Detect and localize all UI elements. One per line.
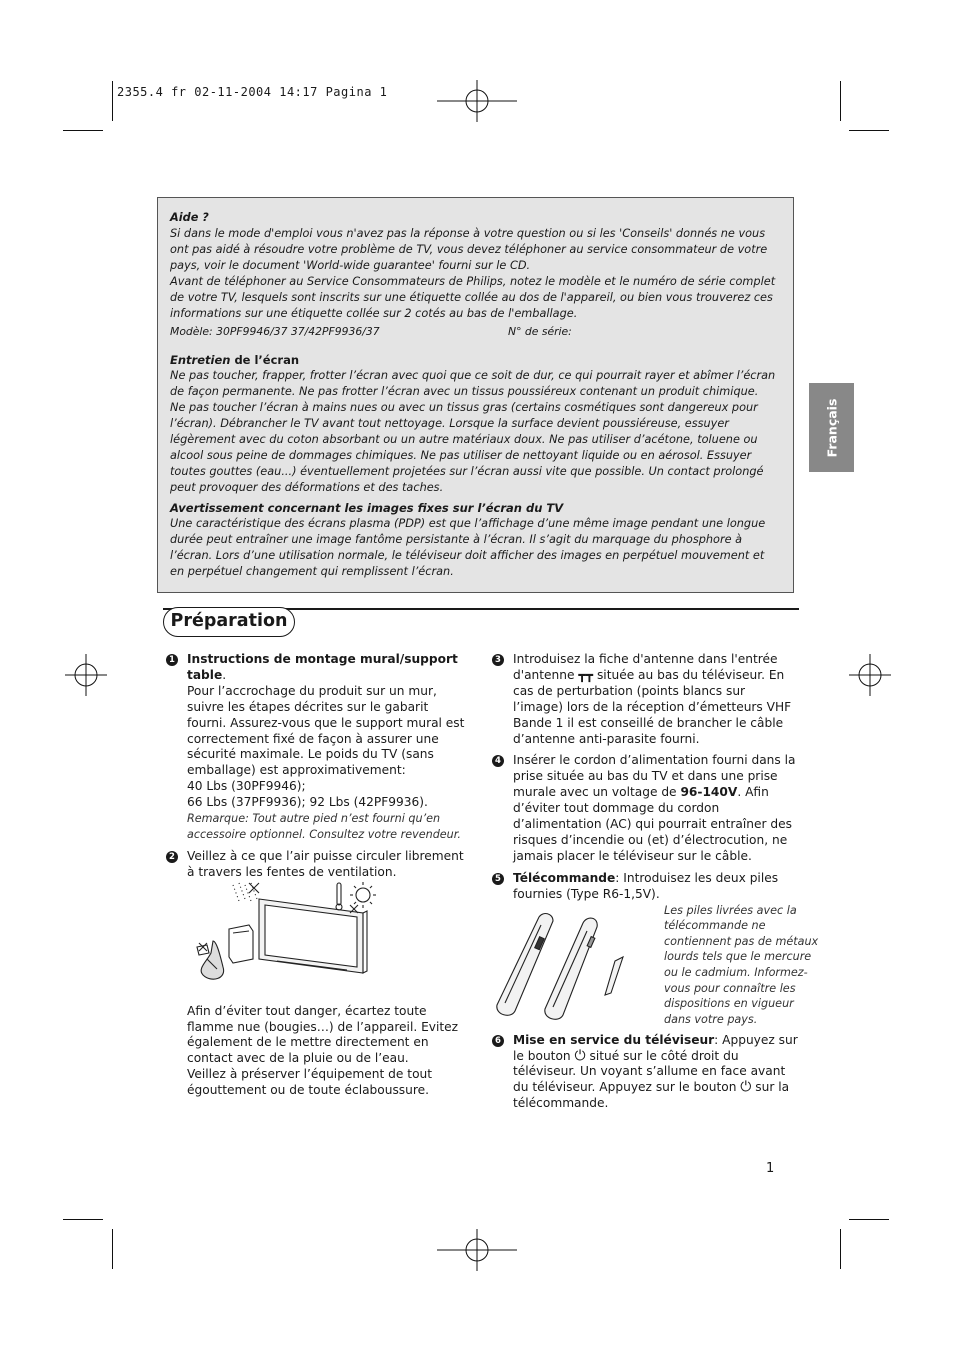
- step-text: . Afin d’éviter tout dommage du cordon d’alimentation (AC) qui pourrait entraîner des risques d’incendie ou (et) d’électrocution, ne jamais placer le téléviseur sur le câble.: [513, 785, 792, 863]
- help-box: [157, 197, 794, 593]
- left-column: [166, 652, 470, 1099]
- crop-mark: [840, 1229, 841, 1269]
- step-text: située au bas du téléviseur. En cas de perturbation (points blancs sur l’image) lors de la réception d’émetteurs VHF Bande 1 il est conseillé de brancher le câble d’antenne anti-parasite fourni.: [513, 667, 792, 746]
- step-number: 1: [166, 654, 178, 666]
- crop-mark: [112, 1229, 113, 1269]
- registration-mark-icon: [849, 654, 891, 696]
- language-tab: [809, 383, 854, 472]
- model-row: [170, 324, 781, 340]
- care-title: [170, 352, 781, 368]
- section-title: Préparation: [163, 607, 295, 637]
- step-title: Télécommande: [513, 870, 616, 885]
- step-number: 2: [166, 851, 178, 863]
- step-note: Les piles livrées avec la télécommande ne contiennent pas de métaux lourds tels que le mercure ou le cadmium. Informez-vous pour connaître les dispositions en vigueur dans votre pays.: [664, 903, 819, 1026]
- step-text: : Introduisez les deux piles fournies (Type R6-1,5V).: [513, 870, 779, 901]
- step-item: [492, 1033, 798, 1113]
- step-text: Veillez à ce que l’air puisse circuler librement à travers les fentes de ventilation.: [187, 848, 464, 879]
- registration-mark-icon: [437, 1229, 517, 1271]
- remote-battery-illustration: [491, 909, 637, 1027]
- step-text: Pour l’accrochage du produit sur un mur, suivre les étapes décrites sur le gabarit fourni. Assurez-vous que le support mural est correctement fixé de façon à assurer une sécurité maximale. Le poids du TV (sans emballage) est approximativement:: [187, 683, 465, 778]
- power-icon: ⏻: [740, 1079, 752, 1096]
- step-note: Remarque: Tout autre pied n’est fourni qu’en accessoire optionnel. Consultez votre revendeur.: [187, 812, 461, 841]
- step-text: Introduisez la fiche d'antenne dans l'entrée d'antenne: [513, 652, 778, 682]
- page-number: 1: [766, 1161, 775, 1176]
- step-text: Insérer le cordon d’alimentation fourni dans la prise située au bas du TV et dans une prise murale avec un voltage de: [513, 753, 796, 800]
- step-text: Afin d’éviter tout danger, écartez toute flamme nue (bougies…) de l’appareil. Evitez également de le mettre directement en contact avec de la pluie ou de l’eau.: [187, 1003, 459, 1066]
- warning-text: Une caractéristique des écrans plasma (PDP) est que l’affichage d’une même image pendant une longue durée peut entraîner une image fantôme persistante à l’écran. Il s’agit du marquage du phosphore à l’écran. Lors d’une utilisation normale, le téléviseur doit afficher des images en perpétuel mouvement et en perpétuel changement qui remplissent l’écran.: [170, 517, 766, 578]
- care-title-italic: Entretien: [170, 353, 231, 367]
- language-tab-label: Français: [824, 398, 839, 457]
- crop-mark: [112, 81, 113, 121]
- step-item: [166, 849, 470, 1099]
- crop-mark: [63, 1219, 103, 1220]
- right-column: [492, 652, 819, 1118]
- step-number: 4: [492, 755, 504, 767]
- step-number: 3: [492, 654, 504, 666]
- step-item: [166, 652, 470, 843]
- step-number: 5: [492, 873, 504, 885]
- help-paragraph: Avant de téléphoner au Service Consommateurs de Philips, notez le modèle et le numéro de série complet de votre TV, lesquels sont inscrits sur une étiquette collée au dos de l'appareil, ou bien vous trouverez ces informations sur une étiquette collée sur 2 cotés au bas de l'emballage.: [170, 275, 776, 320]
- step-text: sur la télécommande.: [513, 1080, 790, 1111]
- power-icon: ⏻: [574, 1047, 586, 1064]
- step-title-end: .: [222, 667, 227, 682]
- print-slug: 2355.4 fr 02-11-2004 14:17 Pagina 1: [117, 85, 388, 99]
- antenna-icon: ┳┳: [578, 667, 594, 682]
- crop-mark: [63, 130, 103, 131]
- weight-line: 66 Lbs (37PF9936); 92 Lbs (42PF9936).: [187, 795, 428, 810]
- remote-illustration-row: [513, 903, 819, 1027]
- step-title: Instructions de montage mural/support table: [187, 652, 458, 682]
- step-text: : Appuyez sur le bouton: [513, 1032, 798, 1063]
- crop-mark: [849, 1219, 889, 1220]
- step-title: Mise en service du téléviseur: [513, 1032, 715, 1047]
- model-label: Modèle: 30PF9946/37 37/42PF9936/37: [170, 325, 380, 338]
- step-number: 6: [492, 1035, 504, 1047]
- registration-mark-icon: [437, 80, 517, 122]
- help-title: Aide ?: [170, 211, 209, 224]
- care-text: Ne pas toucher, frapper, frotter l’écran avec quoi que ce soit de dur, ce qui pourrait rayer et abîmer l’écran de façon permanente. Ne pas frotter l’écran avec un tissus poussiéreux contenant un produit chimique. Ne pas toucher l’écran à mains nues ou avec un tissus gras (certains cosmétiques sont dangereux pour l’écran). Débrancher le TV avant tout nettoyage. Lorsque la surface devient poussiéreuse, essuyer légèrement avec du coton absorbant ou un autre matériaux doux. Ne pas utiliser d’acétone, toluene ou alcool sous peine de dommages chimiques. Ne pas utiliser de nettoyant liquide ou en aérosol. Essuyer toutes gouttes (eau...) éventuellement projetées sur l’écran aussi vite que possible. Un contact prolongé peut provoquer des déformations et des taches.: [170, 369, 776, 494]
- registration-mark-icon: [65, 654, 107, 696]
- voltage-value: 96-140V: [680, 785, 738, 800]
- step-text: Veillez à préserver l’équipement de tout égouttement ou de toute éclaboussure.: [187, 1067, 433, 1098]
- help-paragraph: Si dans le mode d'emploi vous n'avez pas la réponse à votre question ou si les 'Conseils' donnés ne vous ont pas aidé à résoudre votre problème de TV, vous devez téléphoner au service consommateur de votre pays, voir le document 'World-wide guarantee' fourni sur le CD.: [170, 227, 768, 272]
- crop-mark: [849, 130, 889, 131]
- step-item: [492, 753, 798, 864]
- care-title-rest: de l’écran: [230, 353, 300, 367]
- crop-mark: [840, 81, 841, 121]
- step-item: [492, 870, 819, 1027]
- warning-title: Avertissement concernant les images fixes sur l’écran du TV: [170, 501, 564, 515]
- weight-line: 40 Lbs (30PF9946);: [187, 779, 306, 794]
- step-text: situé sur le côté droit du téléviseur. Un voyant s’allume en face avant du téléviseur. Appuyez sur le bouton: [513, 1048, 786, 1095]
- serial-label: N° de série:: [508, 325, 572, 338]
- step-item: [492, 652, 798, 747]
- tv-safety-illustration: [187, 881, 469, 991]
